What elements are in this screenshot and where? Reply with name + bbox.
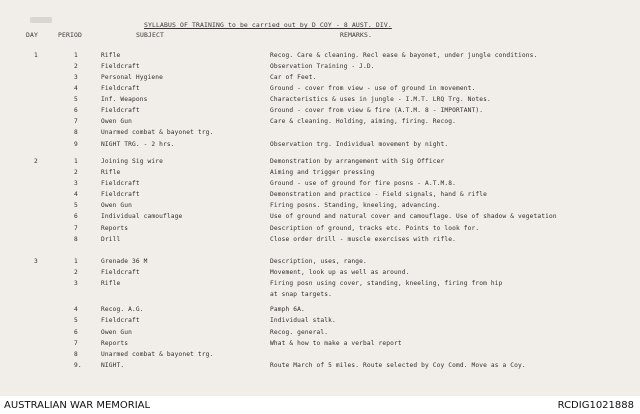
row-period: 8 [74,351,78,358]
row-subject: NIGHT TRG. - 2 hrs. [101,141,175,148]
row-remarks: Description of ground, tracks etc. Points to look for. [270,225,480,232]
row-period: 6 [74,213,78,220]
row-subject: Rifle [101,169,121,176]
header-remarks: REMARKS. [340,31,372,39]
row-remarks: Car of Feet. [270,74,317,81]
row-remarks: Firing posns. Standing, kneeling, advancing. [270,202,441,209]
row-subject: NIGHT. [101,362,125,369]
row-period: 4 [74,191,78,198]
row-remarks: Demonstration and practice - Field signals, hand & rifle [270,191,488,198]
archive-footer [0,396,640,414]
row-period: 7 [74,118,78,125]
row-period: 9. [74,362,82,369]
row-remarks: Ground - use of ground for fire posns - A.T.M.8. [270,180,457,187]
row-subject: Inf. Weapons [101,96,148,103]
row-subject: Personal Hygiene [101,74,164,81]
row-remarks: at snap targets. [270,291,333,298]
row-day: 2 [34,158,38,165]
row-subject: Fieldcraft [101,107,140,114]
row-period: 7 [74,225,78,232]
row-remarks: Recog. general. [270,329,329,336]
row-subject: Reports [101,340,129,347]
row-remarks: Description, uses, range. [270,258,367,265]
row-period: 5 [74,96,78,103]
row-subject: Unarmed combat & bayonet trg. [101,351,214,358]
row-remarks: Care & cleaning. Holding, aiming, firing. Recog. [270,118,457,125]
row-subject: Drill [101,236,121,243]
row-remarks: Pamph 6A. [270,306,305,313]
row-period: 4 [74,85,78,92]
row-period: 2 [74,269,78,276]
row-remarks: Individual stalk. [270,317,336,324]
row-subject: Fieldcraft [101,85,140,92]
record-id: RCDIG1021888 [557,400,634,411]
row-period: 3 [74,74,78,81]
document-title: SYLLABUS OF TRAINING to be carried out by D COY - 8 AUST. DIV. [144,21,392,29]
row-subject: Fieldcraft [101,191,140,198]
row-period: 1 [74,158,78,165]
row-remarks: What & how to make a verbal report [270,340,402,347]
row-period: 3 [74,280,78,287]
row-subject: Fieldcraft [101,63,140,70]
row-remarks: Firing posn using cover, standing, kneeling, firing from hip [270,280,503,287]
row-remarks: Use of ground and natural cover and camouflage. Use of shadow & vegetation [270,213,557,220]
row-remarks: Demonstration by arrangement with Sig Officer [270,158,445,165]
row-period: 8 [74,129,78,136]
row-period: 3 [74,180,78,187]
row-period: 2 [74,169,78,176]
archive-name: AUSTRALIAN WAR MEMORIAL [4,400,151,411]
header-period: PERIOD [58,31,82,39]
row-subject: Individual camouflage [101,213,183,220]
row-period: 7 [74,340,78,347]
row-subject: Reports [101,225,129,232]
row-subject: Rifle [101,280,121,287]
row-period: 5 [74,317,78,324]
row-period: 2 [74,63,78,70]
row-period: 1 [74,52,78,59]
row-subject: Owen Gun [101,202,133,209]
row-remarks: Recog. Care & cleaning. Recl ease & bayonet, under jungle conditions. [270,52,538,59]
row-remarks: Characteristics & uses in jungle - I.M.T. LRQ Trg. Notes. [270,96,491,103]
row-period: 6 [74,329,78,336]
row-period: 4 [74,306,78,313]
header-day: DAY [26,31,38,39]
row-remarks: Observation Training - J.D. [270,63,375,70]
row-remarks: Close order drill - muscle exercises with rifle. [270,236,457,243]
row-period: 5 [74,202,78,209]
row-period: 6 [74,107,78,114]
row-subject: Fieldcraft [101,269,140,276]
row-day: 3 [34,258,38,265]
row-period: 9 [74,141,78,148]
row-subject: Grenade 36 M [101,258,148,265]
row-subject: Fieldcraft [101,180,140,187]
header-subject: SUBJECT [136,31,164,39]
row-remarks: Aiming and trigger pressing [270,169,375,176]
row-subject: Owen Gun [101,329,133,336]
row-remarks: Observation trg. Individual movement by night. [270,141,449,148]
row-remarks: Route March of 5 miles. Route selected by Coy Comd. Move as a Coy. [270,362,526,369]
row-day: 1 [34,52,38,59]
row-subject: Rifle [101,52,121,59]
row-period: 8 [74,236,78,243]
row-subject: Owen Gun [101,118,133,125]
row-remarks: Ground - cover from view & fire (A.T.M. 8 - IMPORTANT). [270,107,484,114]
row-period: 1 [74,258,78,265]
row-subject: Joining Sig wire [101,158,164,165]
row-remarks: Ground - cover from view - use of ground in movement. [270,85,476,92]
page-number-smudge [30,17,52,23]
row-subject: Recog. A.G. [101,306,144,313]
row-subject: Fieldcraft [101,317,140,324]
row-remarks: Movement, look up as well as around. [270,269,410,276]
row-subject: Unarmed combat & bayonet trg. [101,129,214,136]
